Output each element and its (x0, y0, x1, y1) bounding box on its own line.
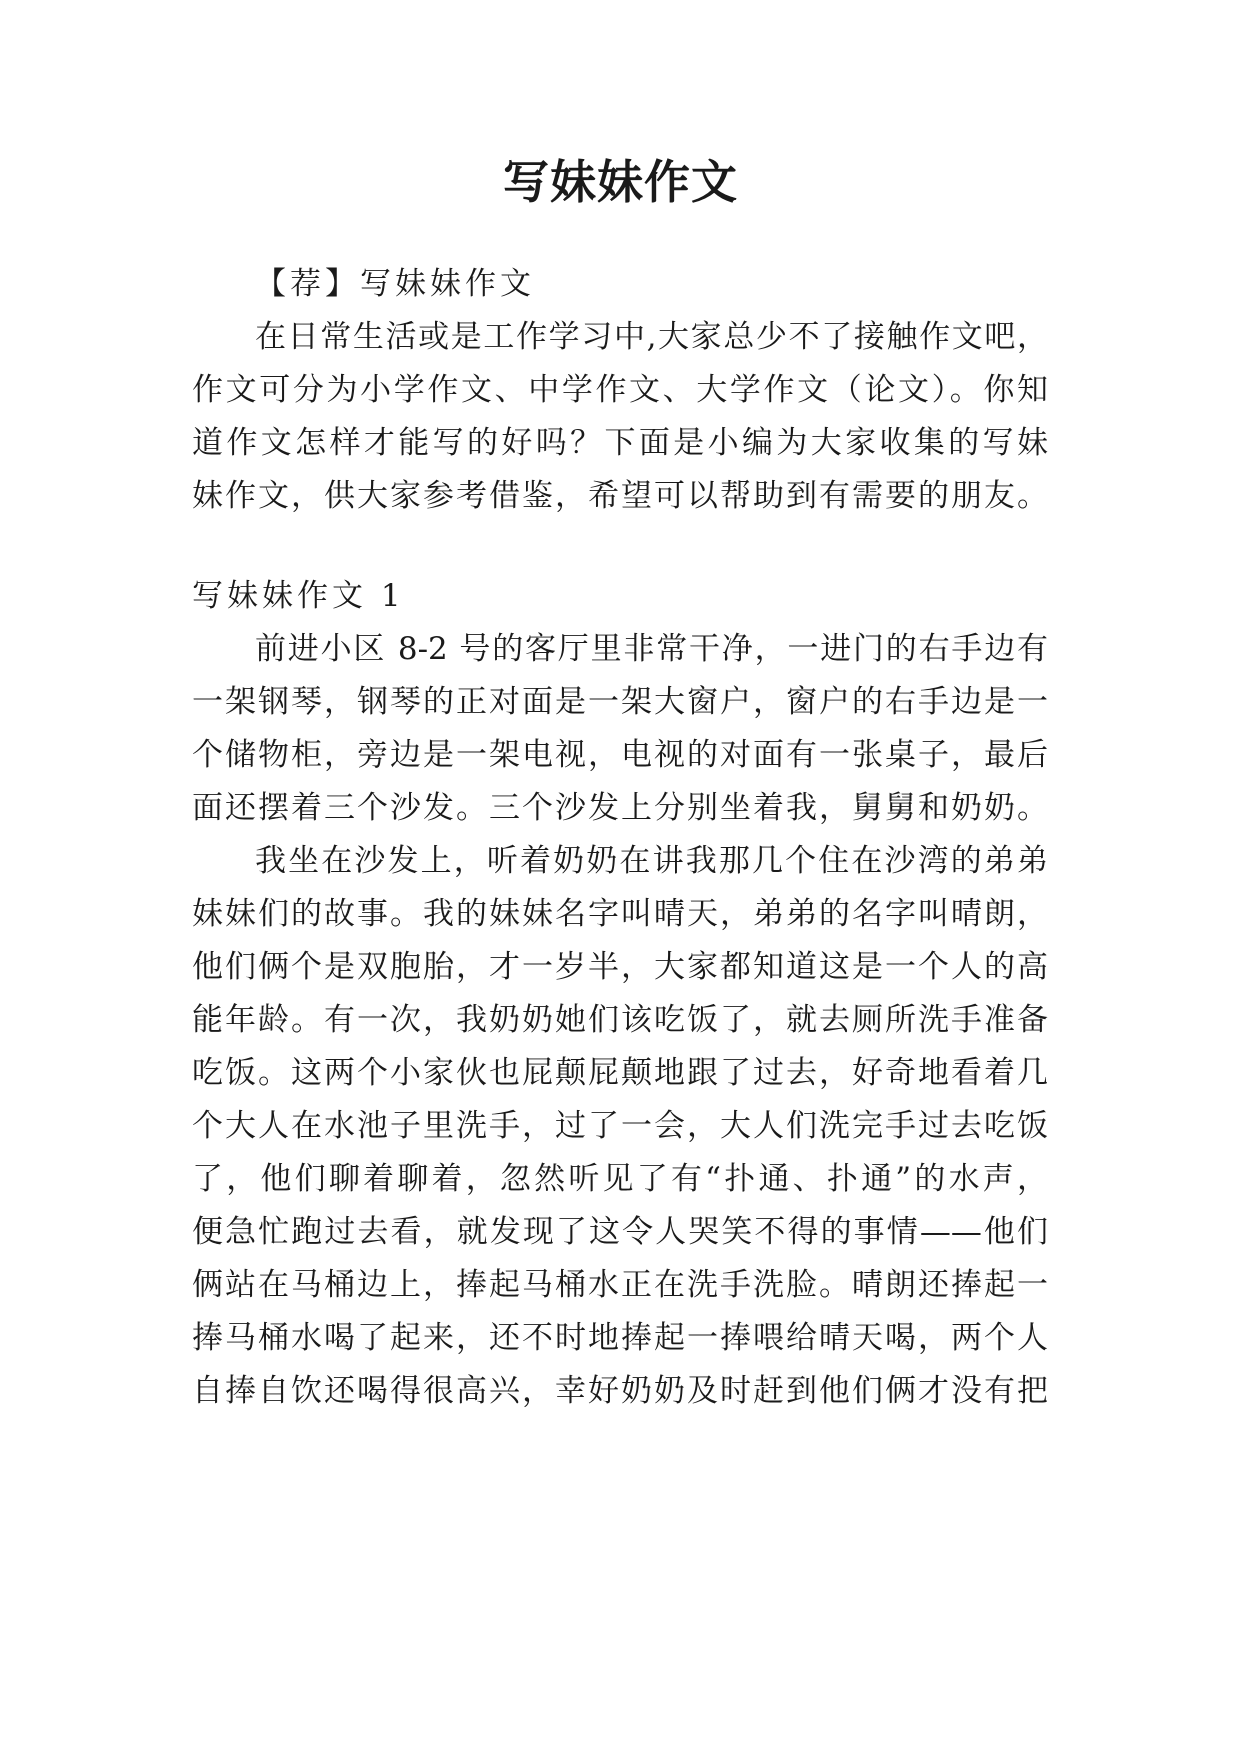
paragraph-line: 面还摆着三个沙发。三个沙发上分别坐着我，舅舅和奶奶。 (192, 790, 1048, 826)
paragraph-line: 妹妹们的故事。我的妹妹名字叫晴天，弟弟的名字叫晴朗， (192, 896, 1048, 932)
paragraph-line: 他们俩个是双胞胎，才一岁半，大家都知道这是一个人的高 (192, 949, 1048, 985)
intro-line: 妹作文，供大家参考借鉴，希望可以帮助到有需要的朋友。 (192, 478, 1048, 514)
recommend-line: 【荐】写妹妹作文 (255, 266, 535, 302)
paragraph-line: 个储物柜，旁边是一架电视，电视的对面有一张桌子，最后 (192, 737, 1048, 773)
paragraph-line: 吃饭。这两个小家伙也屁颠屁颠地跟了过去，好奇地看着几 (192, 1055, 1048, 1091)
paragraph-line: 个大人在水池子里洗手，过了一会，大人们洗完手过去吃饭 (192, 1108, 1048, 1144)
paragraph-line: 俩站在马桶边上，捧起马桶水正在洗手洗脸。晴朗还捧起一 (192, 1267, 1048, 1303)
paragraph-line: 捧马桶水喝了起来，还不时地捧起一捧喂给晴天喝，两个人 (192, 1320, 1048, 1356)
paragraph-line: 了，他们聊着聊着，忽然听见了有“扑通、扑通”的水声， (192, 1161, 1048, 1197)
section-heading: 写妹妹作文 1 (192, 578, 405, 614)
paragraph-line: 一架钢琴，钢琴的正对面是一架大窗户，窗户的右手边是一 (192, 684, 1048, 720)
intro-line: 在日常生活或是工作学习中,大家总少不了接触作文吧， (255, 319, 1048, 355)
paragraph-line: 能年龄。有一次，我奶奶她们该吃饭了，就去厕所洗手准备 (192, 1002, 1048, 1038)
paragraph-line: 我坐在沙发上，听着奶奶在讲我那几个住在沙湾的弟弟 (255, 843, 1048, 879)
document-title: 写妹妹作文 (503, 155, 738, 209)
paragraph-line: 前进小区 8-2 号的客厅里非常干净，一进门的右手边有 (255, 631, 1048, 667)
paragraph-line: 自捧自饮还喝得很高兴，幸好奶奶及时赶到他们俩才没有把 (192, 1373, 1048, 1409)
intro-line: 道作文怎样才能写的好吗？下面是小编为大家收集的写妹 (192, 425, 1048, 461)
paragraph-line: 便急忙跑过去看，就发现了这令人哭笑不得的事情——他们 (192, 1214, 1048, 1250)
intro-line: 作文可分为小学作文、中学作文、大学作文（论文）。你知 (192, 372, 1048, 408)
